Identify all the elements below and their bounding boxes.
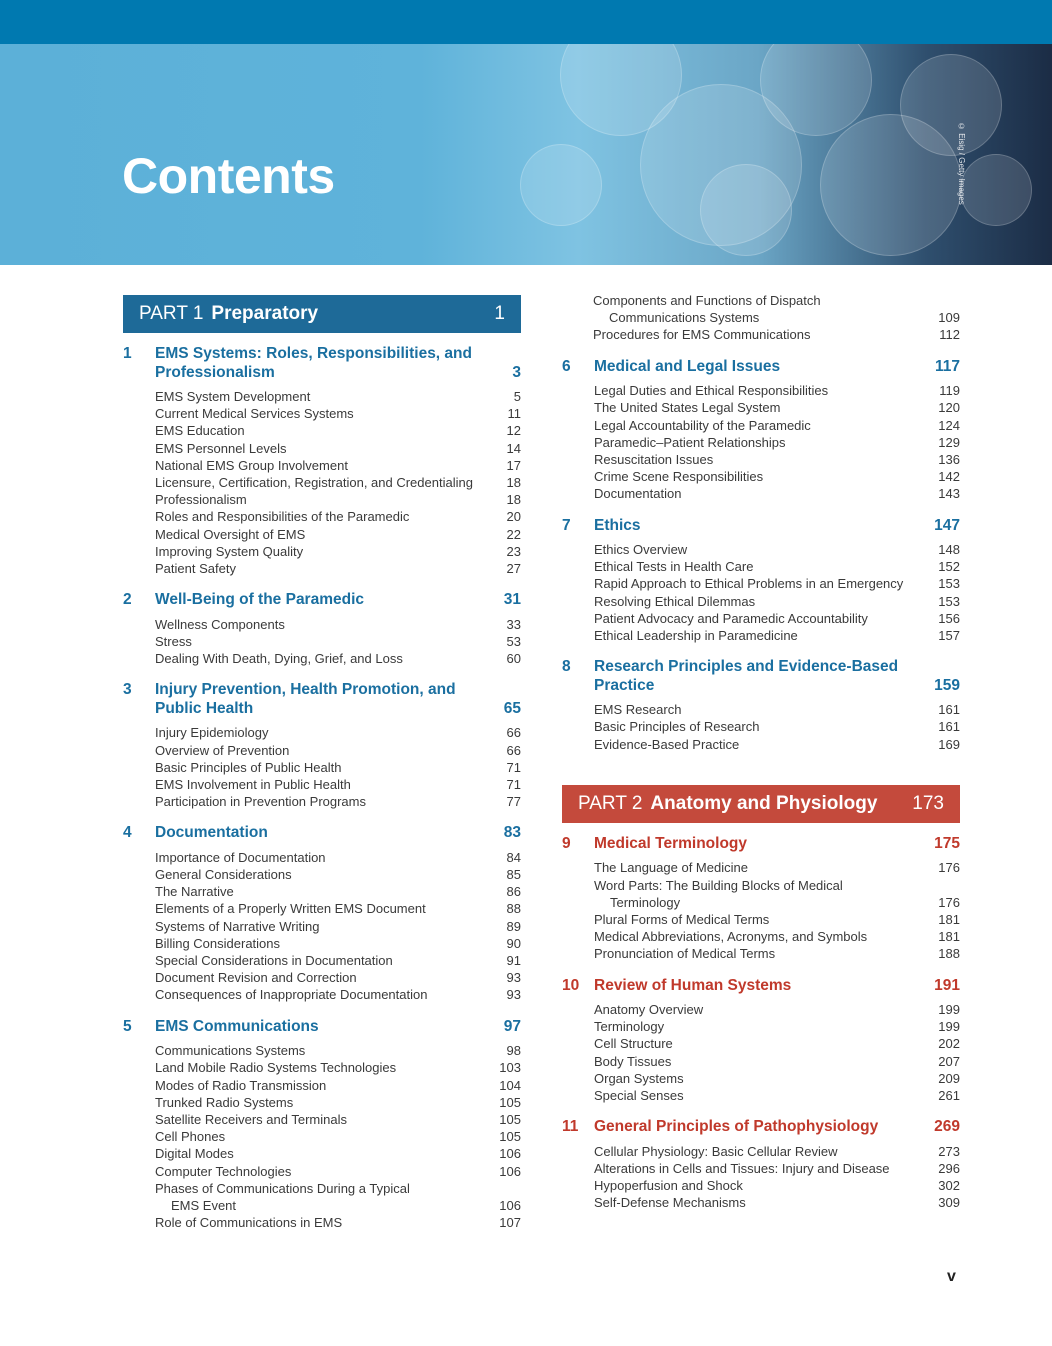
toc-entry-title: Participation in Prevention Programs bbox=[155, 794, 366, 810]
toc-entry[interactable] bbox=[155, 1128, 521, 1145]
toc-entry[interactable] bbox=[155, 849, 521, 866]
chapter-title: Medical Terminology bbox=[594, 834, 748, 852]
toc-entry[interactable] bbox=[155, 616, 521, 633]
toc-entry[interactable] bbox=[594, 485, 960, 502]
chapter-page: 175 bbox=[934, 834, 960, 852]
toc-entry[interactable] bbox=[155, 918, 521, 935]
toc-entry-page: 66 bbox=[506, 725, 521, 741]
toc-entry[interactable] bbox=[594, 451, 960, 468]
toc-entry-page: 202 bbox=[938, 1036, 960, 1052]
toc-entry-page: 207 bbox=[938, 1053, 960, 1069]
toc-entry-title: Organ Systems bbox=[594, 1070, 684, 1086]
continued-sections bbox=[562, 292, 960, 344]
chapter-heading[interactable] bbox=[123, 591, 521, 610]
toc-entry[interactable] bbox=[594, 558, 960, 575]
toc-entry-page: 120 bbox=[938, 400, 960, 416]
toc-entry[interactable] bbox=[594, 382, 960, 399]
toc-entry-title: Cell Structure bbox=[594, 1036, 673, 1052]
chapter-page: 191 bbox=[934, 976, 960, 994]
toc-entry[interactable] bbox=[594, 1177, 960, 1194]
toc-entry[interactable] bbox=[155, 543, 521, 560]
toc-entry-title: The United States Legal System bbox=[594, 400, 781, 416]
toc-entry-title: Rapid Approach to Ethical Problems in an Emergency bbox=[594, 576, 904, 592]
chapter-page: 97 bbox=[503, 1017, 521, 1035]
toc-entry[interactable] bbox=[155, 405, 521, 422]
toc-right-column bbox=[562, 292, 960, 1226]
toc-entry-page: 109 bbox=[938, 310, 960, 326]
toc-entry[interactable] bbox=[593, 326, 960, 343]
toc-entry-page: 181 bbox=[938, 911, 960, 927]
toc-entry-title: Ethical Tests in Health Care bbox=[594, 559, 754, 575]
toc-entry-page: 105 bbox=[499, 1112, 521, 1127]
toc-entry-page: 106 bbox=[499, 1198, 521, 1214]
toc-entry[interactable] bbox=[155, 1094, 521, 1111]
toc-entry[interactable] bbox=[155, 1197, 521, 1214]
toc-entry[interactable] bbox=[155, 1145, 521, 1162]
toc-entry-title: General Considerations bbox=[155, 867, 292, 883]
toc-entry-page: 143 bbox=[938, 486, 960, 502]
toc-entry-title: Communications Systems bbox=[609, 310, 760, 326]
chapter-block bbox=[562, 835, 960, 963]
toc-entry-page: 153 bbox=[938, 576, 960, 592]
chapter-number: 1 bbox=[123, 345, 132, 362]
toc-entry[interactable] bbox=[594, 945, 960, 962]
toc-entry[interactable] bbox=[155, 952, 521, 969]
chapter-number: 4 bbox=[123, 824, 132, 842]
toc-entry-page: 71 bbox=[506, 776, 521, 792]
toc-entry[interactable] bbox=[155, 866, 521, 883]
part-label: PART 2 bbox=[578, 792, 643, 814]
toc-entry-page: 14 bbox=[506, 440, 521, 456]
toc-entry-title: Patient Safety bbox=[155, 561, 236, 577]
toc-entry[interactable] bbox=[594, 718, 960, 735]
toc-entry[interactable] bbox=[155, 969, 521, 986]
toc-entry[interactable] bbox=[155, 1059, 521, 1076]
part-title bbox=[578, 793, 877, 815]
chapter-block bbox=[562, 977, 960, 1105]
toc-entry-title: Consequences of Inappropriate Documentation bbox=[155, 987, 428, 1003]
toc-entry-title: Roles and Responsibilities of the Paramedic bbox=[155, 509, 410, 525]
chapter-block bbox=[123, 824, 521, 1003]
toc-entry-title: Legal Accountability of the Paramedic bbox=[594, 417, 811, 433]
toc-entry[interactable] bbox=[155, 986, 521, 1003]
toc-entry[interactable] bbox=[593, 309, 960, 326]
toc-entry-page: 209 bbox=[938, 1070, 960, 1086]
toc-entry[interactable] bbox=[155, 742, 521, 759]
chapter-title: Injury Prevention, Health Promotion, and Public Health bbox=[155, 681, 456, 717]
toc-entry-title: Patient Advocacy and Paramedic Accountability bbox=[594, 610, 868, 626]
toc-entry-title: Trunked Radio Systems bbox=[155, 1094, 294, 1110]
toc-entry-title: EMS Personnel Levels bbox=[155, 440, 287, 456]
toc-entry-page: 53 bbox=[506, 633, 521, 649]
toc-entry-title: Paramedic–Patient Relationships bbox=[594, 434, 786, 450]
toc-entry[interactable] bbox=[594, 1143, 960, 1160]
toc-entry-page: 152 bbox=[938, 559, 960, 575]
chapter-heading[interactable] bbox=[123, 345, 521, 382]
chapter-number: 9 bbox=[562, 834, 571, 852]
chapter-heading[interactable] bbox=[123, 824, 521, 843]
chapter-page: 65 bbox=[503, 699, 521, 717]
toc-entry-page: 91 bbox=[506, 953, 521, 969]
toc-entry-page: 157 bbox=[938, 628, 960, 644]
part-page: 173 bbox=[912, 792, 944, 814]
toc-entry-page: 17 bbox=[506, 457, 521, 473]
chapter-block bbox=[562, 658, 960, 753]
chapter-number: 7 bbox=[562, 516, 571, 534]
toc-entry-page: 22 bbox=[506, 526, 521, 542]
chapter-heading[interactable] bbox=[123, 1018, 521, 1037]
toc-entry-page: 103 bbox=[499, 1060, 521, 1076]
toc-entry-page: 93 bbox=[506, 970, 521, 986]
toc-entry-page: 161 bbox=[938, 719, 960, 735]
toc-entry[interactable] bbox=[155, 1111, 521, 1128]
toc-entry[interactable] bbox=[155, 633, 521, 650]
toc-entry-title: Plural Forms of Medical Terms bbox=[594, 911, 770, 927]
chapter-page: 31 bbox=[503, 591, 521, 609]
toc-entry[interactable] bbox=[155, 1077, 521, 1094]
toc-entry-title: Cell Phones bbox=[155, 1129, 226, 1145]
toc-entry[interactable] bbox=[155, 1163, 521, 1180]
toc-entry-title: Overview of Prevention bbox=[155, 742, 290, 758]
toc-entry-title: Computer Technologies bbox=[155, 1163, 292, 1179]
toc-entry-page: 176 bbox=[938, 894, 960, 910]
toc-entry-title: EMS Event bbox=[171, 1198, 237, 1214]
toc-entry-title: Digital Modes bbox=[155, 1146, 234, 1162]
page-number: v bbox=[947, 1268, 956, 1285]
toc-entry-page: 302 bbox=[938, 1178, 960, 1194]
part-label: PART 1 bbox=[139, 303, 204, 324]
toc-entry-page: 85 bbox=[506, 867, 521, 883]
toc-entry[interactable] bbox=[594, 575, 960, 592]
toc-entry[interactable] bbox=[155, 388, 521, 405]
part-name: Anatomy and Physiology bbox=[650, 792, 878, 814]
photo-credit: © Eisig / Getty Images bbox=[957, 122, 966, 205]
toc-entry-title: Injury Epidemiology bbox=[155, 725, 269, 741]
toc-entry-page: 33 bbox=[506, 616, 521, 632]
toc-entry[interactable] bbox=[594, 417, 960, 434]
toc-entry-page: 161 bbox=[938, 702, 960, 718]
toc-entry[interactable] bbox=[594, 1194, 960, 1211]
toc-entry-title: Ethics Overview bbox=[594, 542, 688, 558]
toc-entry-title: Basic Principles of Public Health bbox=[155, 759, 342, 775]
chapter-title: Well-Being of the Paramedic bbox=[155, 591, 365, 609]
part-spacer bbox=[562, 767, 960, 785]
chapter-block bbox=[123, 591, 521, 667]
toc-entry[interactable] bbox=[594, 593, 960, 610]
toc-entry[interactable] bbox=[594, 468, 960, 485]
toc-entry-page: 156 bbox=[938, 610, 960, 626]
toc-entry[interactable] bbox=[155, 560, 521, 577]
toc-entry-page: 129 bbox=[938, 434, 960, 450]
toc-entry[interactable] bbox=[155, 1042, 521, 1059]
toc-entry[interactable] bbox=[594, 701, 960, 718]
part-header[interactable] bbox=[123, 295, 521, 333]
toc-entry[interactable] bbox=[594, 1070, 960, 1087]
toc-entry[interactable] bbox=[155, 440, 521, 457]
chapter-page: 147 bbox=[934, 516, 960, 534]
toc-entry-title: Alterations in Cells and Tissues: Injury and Disease bbox=[594, 1161, 890, 1176]
toc-entry[interactable] bbox=[594, 736, 960, 753]
part-page: 1 bbox=[494, 303, 505, 324]
toc-entry[interactable] bbox=[155, 650, 521, 667]
toc-entry-page: 77 bbox=[506, 794, 521, 810]
chapter-page: 117 bbox=[934, 357, 960, 375]
toc-entry-page: 20 bbox=[506, 509, 521, 525]
toc-entry-title: Components and Functions of Dispatch bbox=[593, 293, 821, 308]
toc-entry-page: 18 bbox=[506, 475, 521, 491]
toc-entry[interactable] bbox=[594, 610, 960, 627]
toc-entry[interactable] bbox=[155, 457, 521, 474]
toc-entry[interactable] bbox=[155, 508, 521, 525]
toc-entry-title: Body Tissues bbox=[594, 1053, 672, 1069]
toc-entry-title: Procedures for EMS Communications bbox=[593, 327, 811, 343]
toc-entry-page: 89 bbox=[506, 918, 521, 934]
toc-entry[interactable] bbox=[594, 1053, 960, 1070]
toc-entry[interactable] bbox=[155, 724, 521, 741]
chapter-title: Research Principles and Evidence-Based Practice bbox=[594, 658, 899, 694]
toc-entry-title: Legal Duties and Ethical Responsibilities bbox=[594, 383, 829, 399]
toc-entry-title: Dealing With Death, Dying, Grief, and Loss bbox=[155, 651, 403, 667]
toc-entry[interactable] bbox=[155, 935, 521, 952]
toc-entry[interactable] bbox=[155, 1214, 521, 1231]
chapter-block bbox=[562, 358, 960, 503]
chapter-number: 6 bbox=[562, 357, 571, 375]
chapter-title: General Principles of Pathophysiology bbox=[594, 1118, 879, 1136]
toc-entry[interactable] bbox=[155, 474, 521, 491]
chapter-block bbox=[562, 517, 960, 645]
toc-entry-page: 88 bbox=[506, 901, 521, 917]
toc-entry-page: 136 bbox=[938, 451, 960, 467]
toc-left-column bbox=[123, 295, 521, 1245]
toc-entry-title: Role of Communications in EMS bbox=[155, 1215, 343, 1231]
chapter-page: 159 bbox=[934, 676, 960, 694]
toc-entry[interactable] bbox=[594, 434, 960, 451]
chapter-number: 8 bbox=[562, 658, 571, 676]
chapter-number: 10 bbox=[562, 976, 580, 994]
toc-entry-title: Evidence-Based Practice bbox=[594, 736, 740, 752]
chapter-title: Documentation bbox=[155, 824, 268, 842]
toc-entry-title: Improving System Quality bbox=[155, 543, 304, 559]
chapter-block bbox=[123, 345, 521, 577]
toc-entry-title: The Narrative bbox=[155, 884, 234, 900]
toc-entry[interactable] bbox=[594, 1018, 960, 1035]
toc-entry-title: Importance of Documentation bbox=[155, 849, 326, 865]
toc-entry-title: Medical Oversight of EMS bbox=[155, 526, 306, 542]
chapter-number: 3 bbox=[123, 681, 132, 699]
toc-entry-title: EMS Education bbox=[155, 423, 245, 439]
toc-entry[interactable] bbox=[594, 627, 960, 644]
toc-entry-title: Stress bbox=[155, 633, 192, 649]
chapter-page: 83 bbox=[503, 824, 521, 842]
toc-entry[interactable] bbox=[155, 526, 521, 543]
toc-entry-page: 93 bbox=[506, 987, 521, 1003]
toc-entry-page: 106 bbox=[499, 1163, 521, 1179]
chapter-block bbox=[123, 681, 521, 810]
page-title: Contents bbox=[122, 148, 335, 204]
toc-entry[interactable] bbox=[594, 399, 960, 416]
toc-entry-title: Satellite Receivers and Terminals bbox=[155, 1112, 347, 1127]
toc-entry-page: 84 bbox=[506, 849, 521, 865]
toc-entry-page: 18 bbox=[506, 492, 521, 508]
toc-entry[interactable] bbox=[594, 1160, 960, 1177]
toc-entry[interactable] bbox=[594, 1087, 960, 1104]
toc-entry-title: Resuscitation Issues bbox=[594, 451, 714, 467]
chapter-heading[interactable] bbox=[562, 658, 960, 695]
toc-entry-page: 309 bbox=[938, 1195, 960, 1211]
toc-entry[interactable] bbox=[594, 859, 960, 876]
toc-entry[interactable] bbox=[594, 894, 960, 911]
toc-entry-title: Special Senses bbox=[594, 1088, 684, 1104]
toc-entry-title: Professionalism bbox=[155, 492, 247, 508]
toc-entry[interactable] bbox=[155, 883, 521, 900]
chapter-title: EMS Communications bbox=[155, 1017, 319, 1035]
chapter-heading[interactable] bbox=[562, 835, 960, 854]
chapter-page: 269 bbox=[934, 1118, 960, 1136]
toc-entry-title: Hypoperfusion and Shock bbox=[594, 1178, 743, 1194]
toc-entry-title: Terminology bbox=[610, 894, 681, 910]
toc-entry-page: 86 bbox=[506, 884, 521, 900]
toc-entry-title: Elements of a Properly Written EMS Document bbox=[155, 901, 426, 917]
toc-entry-page: 153 bbox=[938, 593, 960, 609]
toc-entry-page: 296 bbox=[938, 1161, 960, 1176]
toc-entry-title: Modes of Radio Transmission bbox=[155, 1077, 327, 1093]
chapter-heading[interactable] bbox=[562, 358, 960, 377]
toc-entry-page: 90 bbox=[506, 935, 521, 951]
toc-entry-page: 66 bbox=[506, 742, 521, 758]
toc-entry-title: Anatomy Overview bbox=[594, 1002, 704, 1018]
toc-entry-page: 105 bbox=[499, 1129, 521, 1145]
toc-entry-title: EMS Research bbox=[594, 702, 682, 718]
toc-entry[interactable] bbox=[155, 759, 521, 776]
toc-entry-page: 112 bbox=[939, 327, 960, 343]
chapter-title: EMS Systems: Roles, Responsibilities, and Professionalism bbox=[155, 345, 472, 381]
toc-entry-page: 119 bbox=[939, 383, 960, 399]
top-color-bar bbox=[0, 0, 1052, 44]
toc-entry-page: 142 bbox=[938, 469, 960, 485]
toc-entry-title: Ethical Leadership in Paramedicine bbox=[594, 628, 798, 644]
toc-entry[interactable] bbox=[155, 491, 521, 508]
toc-entry[interactable] bbox=[155, 422, 521, 439]
toc-entry-title: Wellness Components bbox=[155, 616, 285, 632]
chapter-title: Medical and Legal Issues bbox=[594, 357, 781, 375]
toc-entry[interactable] bbox=[593, 292, 960, 309]
toc-entry-page: 105 bbox=[499, 1094, 521, 1110]
toc-entry-title: Self-Defense Mechanisms bbox=[594, 1195, 746, 1211]
toc-entry-page: 5 bbox=[513, 389, 521, 404]
chapter-heading[interactable] bbox=[562, 977, 960, 996]
toc-entry[interactable] bbox=[594, 1001, 960, 1018]
toc-entry-page: 27 bbox=[506, 561, 521, 577]
toc-entry-title: Documentation bbox=[594, 486, 682, 502]
toc-entry-page: 71 bbox=[506, 759, 521, 775]
toc-entry-title: Medical Abbreviations, Acronyms, and Symbols bbox=[594, 929, 868, 945]
toc-entry-title: Pronunciation of Medical Terms bbox=[594, 946, 776, 962]
toc-entry-title: Document Revision and Correction bbox=[155, 970, 357, 986]
toc-entry-page: 176 bbox=[938, 860, 960, 876]
toc-entry[interactable] bbox=[594, 1035, 960, 1052]
chapter-block bbox=[123, 1018, 521, 1232]
chapter-block bbox=[562, 1118, 960, 1211]
toc-entry[interactable] bbox=[594, 928, 960, 945]
chapter-page: 3 bbox=[512, 363, 521, 381]
chapter-heading[interactable] bbox=[562, 517, 960, 536]
toc-entry-title: Terminology bbox=[594, 1019, 665, 1035]
toc-entry-page: 273 bbox=[938, 1143, 960, 1159]
toc-entry-title: Licensure, Certification, Registration, and Credentialing bbox=[155, 475, 473, 491]
toc-entry-title: Phases of Communications During a Typical bbox=[155, 1180, 410, 1196]
part-name: Preparatory bbox=[211, 303, 319, 324]
toc-entry-page: 104 bbox=[499, 1077, 521, 1093]
toc-entry-title: Billing Considerations bbox=[155, 935, 281, 951]
toc-entry-title: Communications Systems bbox=[155, 1043, 306, 1059]
toc-entry-title: Land Mobile Radio Systems Technologies bbox=[155, 1060, 397, 1076]
toc-entry-page: 23 bbox=[506, 543, 521, 559]
toc-entry-page: 98 bbox=[506, 1043, 521, 1059]
toc-entry-title: EMS System Development bbox=[155, 389, 311, 404]
toc-entry-title: Crime Scene Responsibilities bbox=[594, 469, 764, 485]
toc-entry[interactable] bbox=[155, 776, 521, 793]
toc-entry-page: 124 bbox=[938, 417, 960, 433]
toc-entry-page: 12 bbox=[506, 423, 521, 439]
toc-entry-title: The Language of Medicine bbox=[594, 860, 748, 876]
toc-entry-title: Current Medical Services Systems bbox=[155, 406, 354, 422]
toc-entry[interactable] bbox=[155, 900, 521, 917]
toc-entry-page: 106 bbox=[499, 1146, 521, 1162]
toc-entry-title: EMS Involvement in Public Health bbox=[155, 776, 351, 792]
toc-entry[interactable] bbox=[594, 877, 960, 894]
chapter-heading[interactable] bbox=[123, 681, 521, 718]
toc-entry-title: Basic Principles of Research bbox=[594, 719, 760, 735]
part-header[interactable] bbox=[562, 785, 960, 823]
toc-entry-page: 261 bbox=[938, 1088, 960, 1104]
toc-entry[interactable] bbox=[594, 911, 960, 928]
toc-entry-title: Systems of Narrative Writing bbox=[155, 918, 320, 934]
chapter-number: 11 bbox=[562, 1118, 579, 1136]
toc-entry-title: Special Considerations in Documentation bbox=[155, 953, 393, 969]
toc-entry[interactable] bbox=[594, 541, 960, 558]
toc-entry-page: 169 bbox=[938, 736, 960, 752]
toc-entry[interactable] bbox=[155, 1180, 521, 1197]
toc-entry-page: 199 bbox=[938, 1002, 960, 1018]
chapter-title: Review of Human Systems bbox=[594, 976, 792, 994]
toc-entry-page: 60 bbox=[506, 651, 521, 667]
toc-entry-page: 188 bbox=[938, 946, 960, 962]
chapter-heading[interactable] bbox=[562, 1118, 960, 1137]
toc-entry-page: 199 bbox=[938, 1019, 960, 1035]
toc-entry-page: 148 bbox=[938, 542, 960, 558]
toc-entry-page: 11 bbox=[507, 406, 521, 422]
toc-entry-title: National EMS Group Involvement bbox=[155, 457, 348, 473]
toc-entry-page: 181 bbox=[938, 929, 960, 945]
toc-entry-title: Word Parts: The Building Blocks of Medical bbox=[594, 877, 843, 893]
chapter-title: Ethics bbox=[594, 516, 641, 534]
toc-entry-title: Cellular Physiology: Basic Cellular Review bbox=[594, 1143, 838, 1159]
chapter-number: 5 bbox=[123, 1017, 132, 1035]
toc-entry-page: 107 bbox=[499, 1215, 521, 1231]
chapter-number: 2 bbox=[123, 591, 132, 609]
part-title bbox=[139, 303, 318, 325]
toc-entry[interactable] bbox=[155, 793, 521, 810]
toc-entry-title: Resolving Ethical Dilemmas bbox=[594, 593, 756, 609]
